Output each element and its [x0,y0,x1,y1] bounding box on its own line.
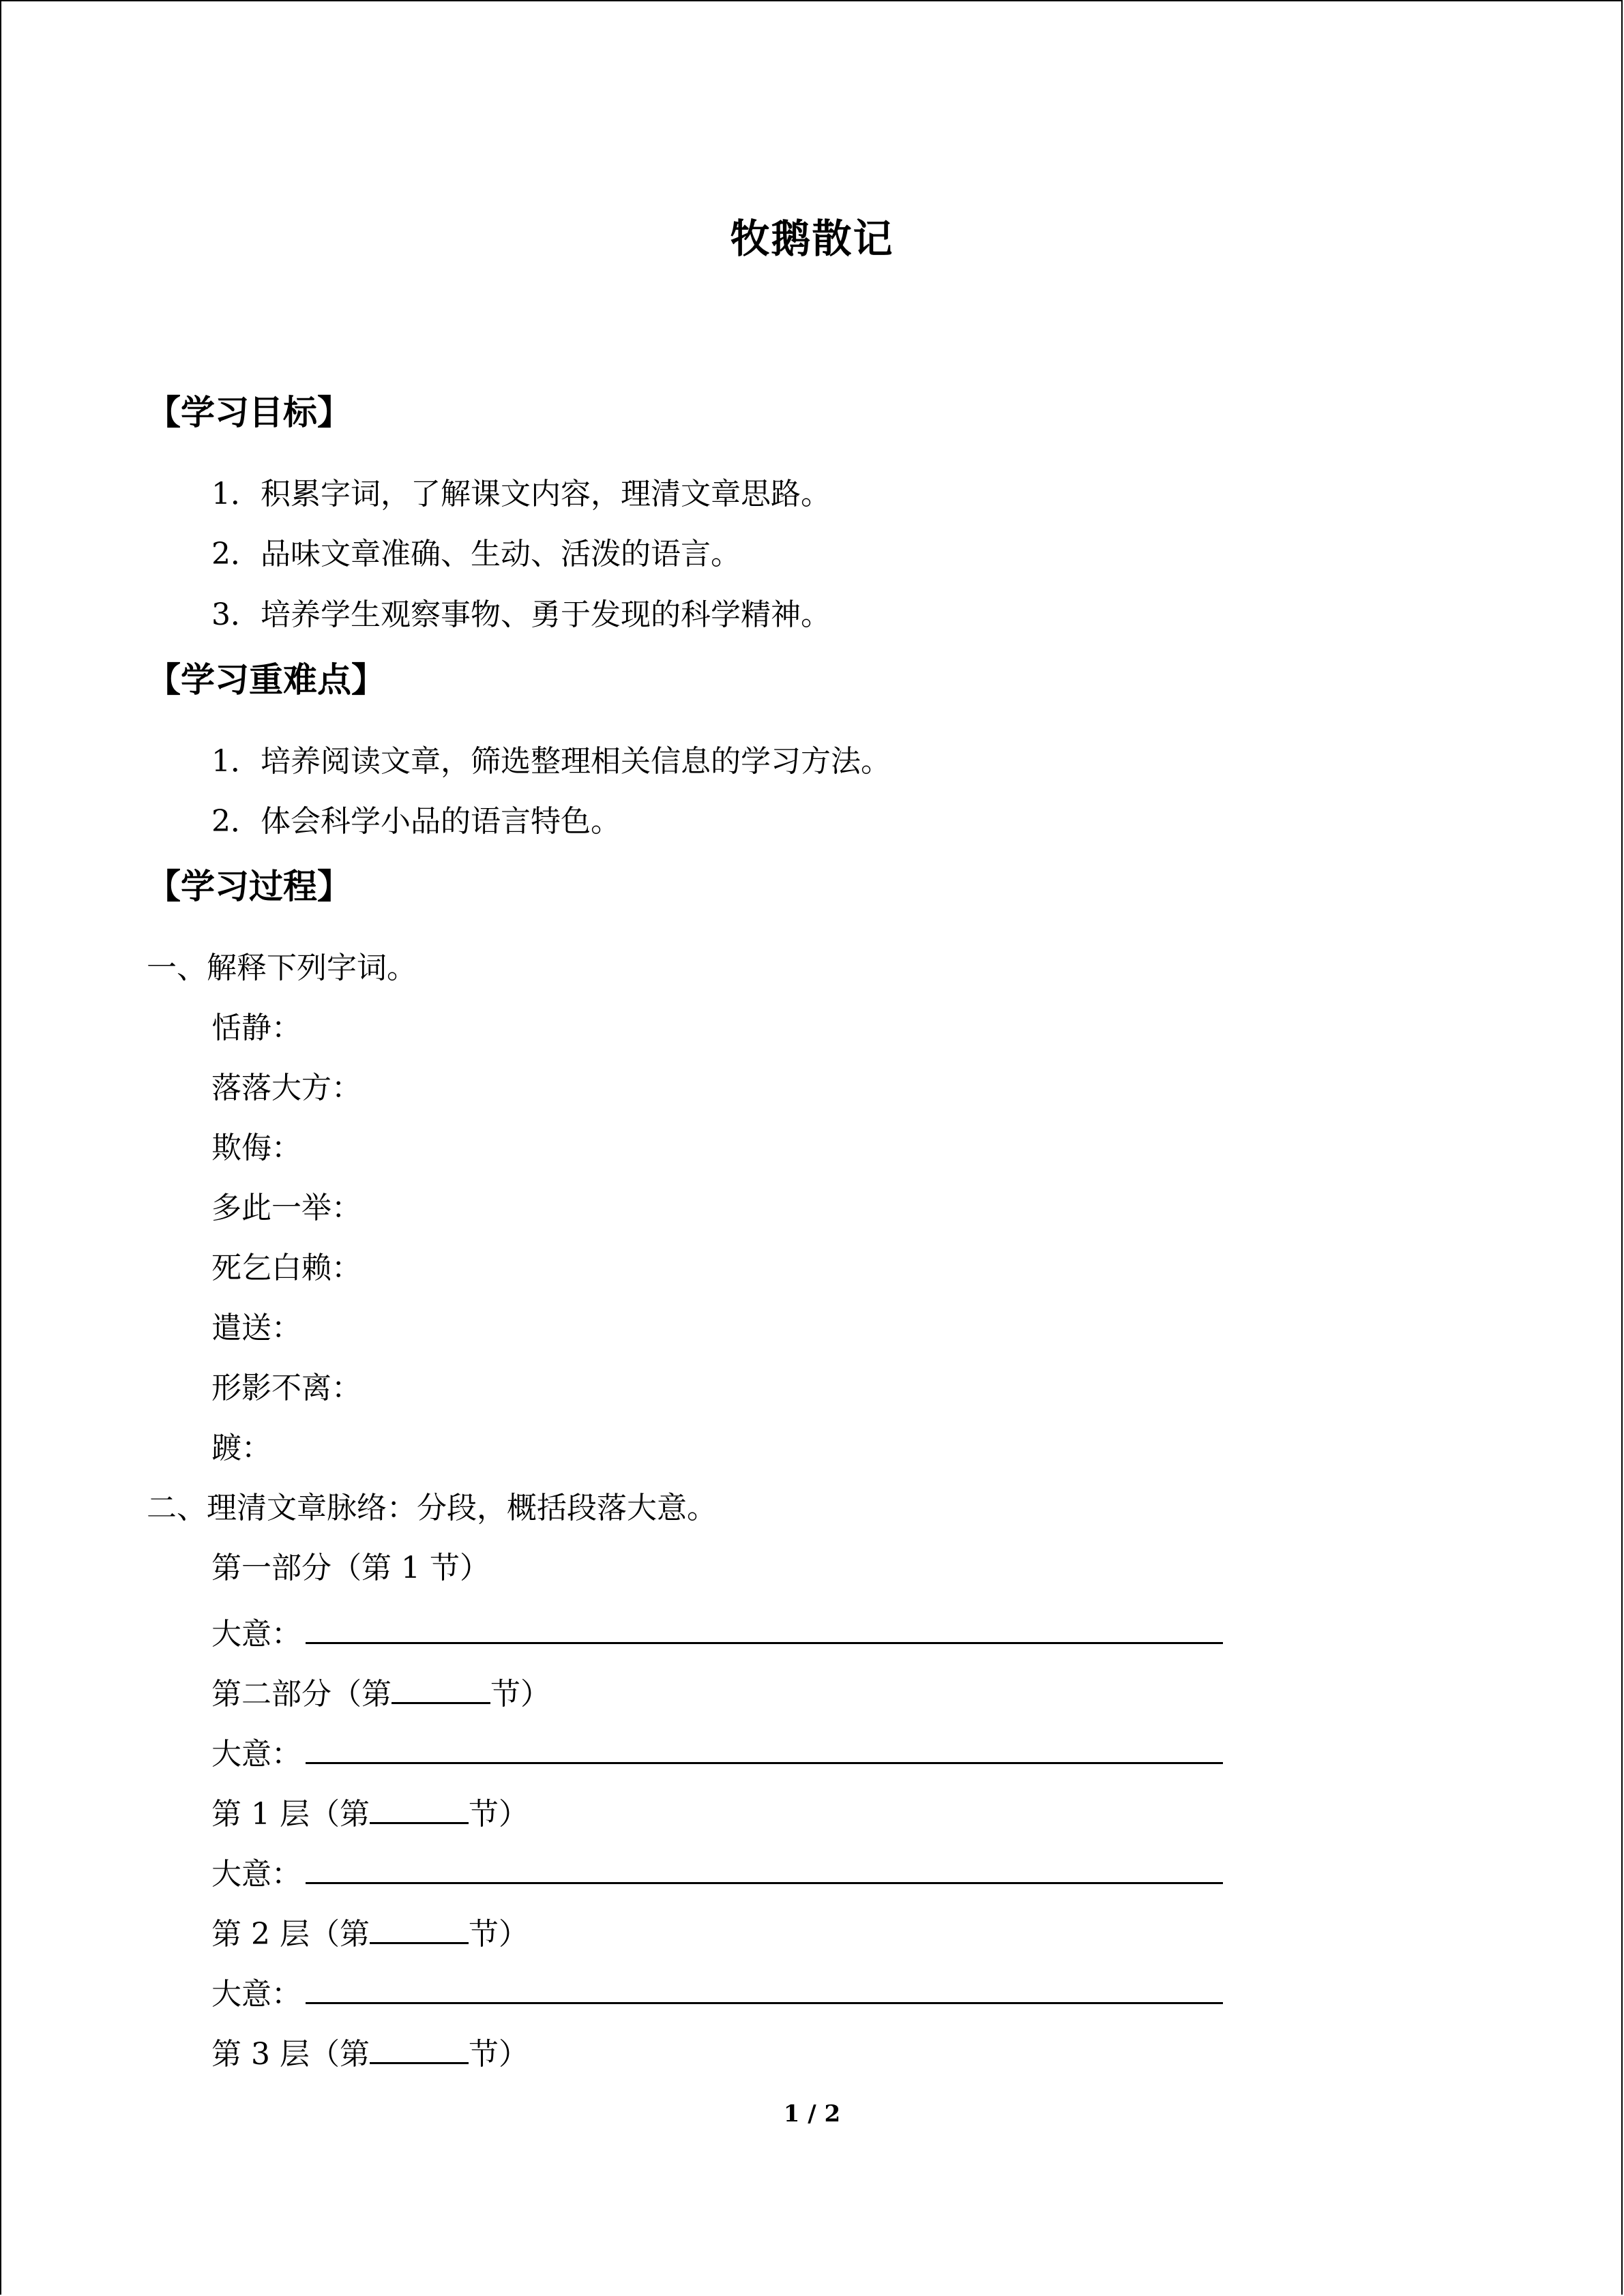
layer-1-label [211,1788,529,1835]
section-heading-process: 【学习过程】 [147,867,351,906]
objective-item-2: 2．品味文章准确、生动、活泼的语言。 [211,537,741,571]
vocab-term: 欺侮： [211,1131,301,1165]
layer-3-label [211,2028,529,2075]
vocab-term: 落落大方： [211,1071,361,1105]
vocab-term: 踱： [211,1431,271,1465]
summary-answer-blank[interactable] [306,1608,1223,1644]
key-point-item-1: 1．培养阅读文章，筛选整理相关信息的学习方法。 [211,744,891,779]
part-2-prefix: 第二部分（第 [211,1677,392,1712]
summary-answer-blank[interactable] [306,1968,1223,2004]
question-1-prompt: 一、解释下列字词。 [147,951,417,985]
objective-item-3: 3．培养学生观察事物、勇于发现的科学精神。 [211,597,831,632]
summary-row-part-1 [211,1608,1223,1655]
layer-3-prefix: 第 3 层（第 [211,2037,370,2072]
summary-label: 大意： [211,1977,301,2012]
key-point-item-2: 2．体会科学小品的语言特色。 [211,804,621,839]
layer-1-suffix: 节） [468,1797,529,1832]
layer-3-suffix: 节） [468,2037,529,2072]
part-2-label [211,1668,550,1715]
vocab-term: 死乞白赖： [211,1251,361,1285]
section-heading-objectives: 【学习目标】 [147,393,351,432]
layer-1-prefix: 第 1 层（第 [211,1797,370,1832]
layer-3-section-blank[interactable] [370,2028,469,2064]
layer-2-label [211,1908,529,1955]
vocab-term: 形影不离： [211,1371,361,1405]
layer-1-section-blank[interactable] [370,1788,469,1824]
part-2-section-blank[interactable] [392,1668,490,1704]
summary-label: 大意： [211,1857,301,1892]
summary-label: 大意： [211,1617,301,1652]
layer-2-prefix: 第 2 层（第 [211,1917,370,1952]
vocab-term: 遣送： [211,1311,301,1345]
summary-label: 大意： [211,1737,301,1772]
part-1-label: 第一部分（第 1 节） [211,1551,490,1585]
summary-row-layer-1 [211,1848,1223,1895]
document-title: 牧鹅散记 [730,215,894,262]
layer-2-suffix: 节） [468,1917,529,1952]
part-2-suffix: 节） [490,1677,550,1712]
summary-answer-blank[interactable] [306,1848,1223,1884]
vocab-term: 多此一举： [211,1191,361,1225]
summary-row-layer-2 [211,1968,1223,2015]
summary-row-part-2 [211,1728,1223,1775]
section-heading-key-points: 【学习重难点】 [147,660,385,700]
question-2-prompt: 二、理清文章脉络：分段，概括段落大意。 [147,1491,717,1525]
vocab-term: 恬静： [211,1011,301,1045]
page-number: 1 / 2 [783,2100,841,2128]
summary-answer-blank[interactable] [306,1728,1223,1764]
objective-item-1: 1．积累字词，了解课文内容，理清文章思路。 [211,477,831,511]
layer-2-section-blank[interactable] [370,1908,469,1944]
